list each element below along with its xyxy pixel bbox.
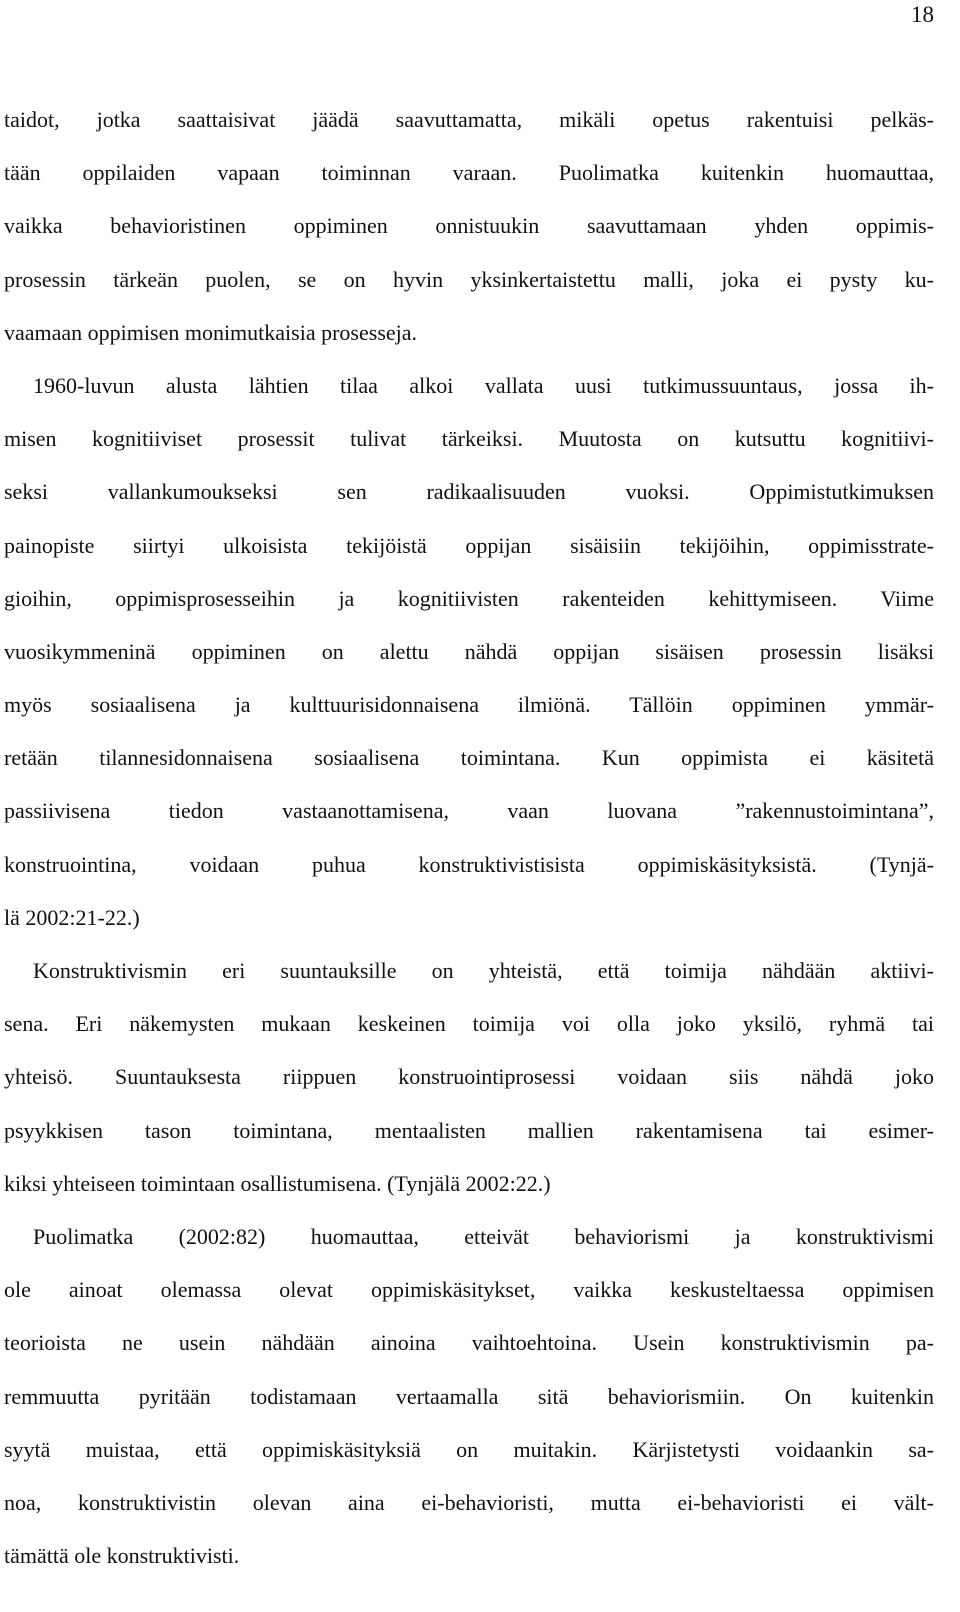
- text-line: gioihin, oppimisprosesseihin ja kognitiivisten rakenteiden kehittymiseen. Viime: [4, 585, 934, 611]
- text-line: tään oppilaiden vapaan toiminnan varaan. Puolimatka kuitenkin huomauttaa,: [4, 160, 934, 186]
- text-line: Konstruktivismin eri suuntauksille on yhteistä, että toimija nähdään aktiivi-: [33, 958, 934, 983]
- text-line: lä 2002:21-22.): [4, 904, 140, 930]
- text-line: Puolimatka (2002:82) huomauttaa, etteivät behaviorismi ja konstruktivismi: [33, 1223, 934, 1249]
- body-text: [4, 93, 934, 1582]
- text-line: syytä muistaa, että oppimiskäsityksiä on muitakin. Kärjistetysti voidaankin sa-: [4, 1436, 934, 1462]
- text-line: ole ainoat olemassa olevat oppimiskäsitykset, vaikka keskusteltaessa oppimisen: [4, 1277, 934, 1303]
- text-line: teorioista ne usein nähdään ainoina vaihtoehtoina. Usein konstruktivismin pa-: [4, 1330, 934, 1356]
- text-line: remmuutta pyritään todistamaan vertaamalla sitä behaviorismiin. On kuitenkin: [4, 1383, 934, 1409]
- page-number: 18: [911, 2, 934, 27]
- text-line: sena. Eri näkemysten mukaan keskeinen toimija voi olla joko yksilö, ryhmä tai: [4, 1011, 934, 1037]
- text-line: painopiste siirtyi ulkoisista tekijöistä oppijan sisäisiin tekijöihin, oppimisstrate-: [4, 532, 934, 558]
- text-line: prosessin tärkeän puolen, se on hyvin yksinkertaistettu malli, joka ei pysty ku-: [4, 266, 934, 292]
- text-line: seksi vallankumoukseksi sen radikaalisuuden vuoksi. Oppimistutkimuksen: [4, 479, 934, 505]
- text-line: taidot, jotka saattaisivat jäädä saavuttamatta, mikäli opetus rakentuisi pelkäs-: [4, 107, 934, 132]
- text-line: yhteisö. Suuntauksesta riippuen konstruointiprosessi voidaan siis nähdä joko: [4, 1064, 934, 1090]
- text-line: vaamaan oppimisen monimutkaisia prosesseja.: [4, 319, 418, 345]
- text-line: myös sosiaalisena ja kulttuurisidonnaisena ilmiönä. Tällöin oppiminen ymmär-: [4, 692, 934, 718]
- text-line: 1960-luvun alusta lähtien tilaa alkoi vallata uusi tutkimussuuntaus, jossa ih-: [33, 372, 934, 398]
- text-line: retään tilannesidonnaisena sosiaalisena toimintana. Kun oppimista ei käsitetä: [4, 745, 934, 771]
- text-line: psyykkisen tason toimintana, mentaalisten mallien rakentamisena tai esimer-: [4, 1117, 934, 1143]
- text-line: tämättä ole konstruktivisti.: [4, 1543, 240, 1569]
- text-line: konstruointina, voidaan puhua konstruktivistisista oppimiskäsityksistä. (Tynjä-: [4, 851, 934, 877]
- text-line: noa, konstruktivistin olevan aina ei-behavioristi, mutta ei-behavioristi ei vält-: [4, 1489, 934, 1515]
- text-line: passiivisena tiedon vastaanottamisena, vaan luovana ”rakennustoimintana”,: [4, 798, 934, 824]
- text-line: vuosikymmeninä oppiminen on alettu nähdä oppijan sisäisen prosessin lisäksi: [4, 638, 934, 664]
- text-line: misen kognitiiviset prosessit tulivat tärkeiksi. Muutosta on kutsuttu kognitiivi-: [4, 426, 934, 452]
- text-line: vaikka behavioristinen oppiminen onnistuukin saavuttamaan yhden oppimis-: [4, 213, 934, 239]
- text-line: kiksi yhteiseen toimintaan osallistumisena. (Tynjälä 2002:22.): [4, 1170, 551, 1196]
